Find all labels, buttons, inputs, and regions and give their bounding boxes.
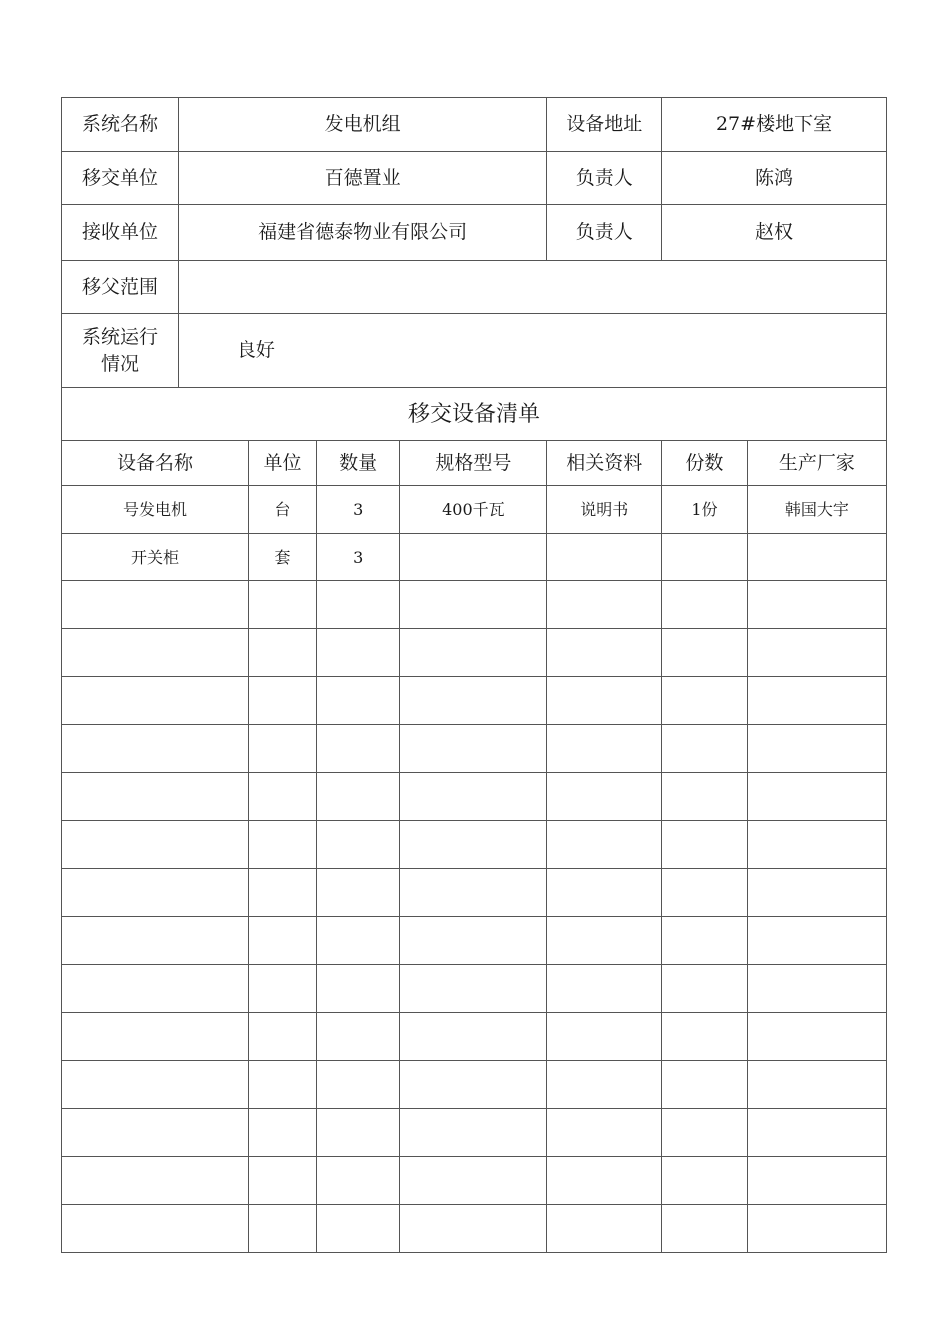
col-header-quantity: 数量 xyxy=(316,441,399,486)
empty-cell xyxy=(400,1109,547,1157)
handover-form xyxy=(61,97,887,1253)
col-header-name: 设备名称 xyxy=(62,441,249,486)
empty-cell xyxy=(747,1013,886,1061)
empty-cell xyxy=(62,581,249,629)
empty-cell xyxy=(249,1157,317,1205)
empty-cell xyxy=(62,869,249,917)
empty-cell xyxy=(662,1061,748,1109)
receive-person-label: 负责人 xyxy=(547,205,662,261)
table-row xyxy=(62,534,887,581)
empty-cell xyxy=(62,821,249,869)
empty-cell xyxy=(547,677,662,725)
empty-row xyxy=(62,1013,887,1061)
empty-cell xyxy=(316,725,399,773)
empty-cell xyxy=(249,869,317,917)
cell-documents xyxy=(547,534,662,581)
empty-cell xyxy=(747,581,886,629)
empty-cell xyxy=(547,773,662,821)
empty-cell xyxy=(547,1157,662,1205)
receive-person-value: 赵权 xyxy=(662,205,887,261)
status-label-line1: 系统运行 xyxy=(81,325,158,348)
scope-value xyxy=(178,261,886,314)
empty-cell xyxy=(316,1013,399,1061)
empty-cell xyxy=(747,917,886,965)
transfer-person-label: 负责人 xyxy=(547,152,662,205)
address-value: 27#楼地下室 xyxy=(662,98,887,152)
receive-unit-value: 福建省德泰物业有限公司 xyxy=(178,205,546,261)
empty-cell xyxy=(249,725,317,773)
empty-cell xyxy=(547,1061,662,1109)
list-title: 移交设备清单 xyxy=(62,388,887,441)
empty-row xyxy=(62,1109,887,1157)
col-header-copies: 份数 xyxy=(662,441,748,486)
status-label-line2: 情况 xyxy=(100,352,139,375)
empty-cell xyxy=(249,1013,317,1061)
col-header-unit: 单位 xyxy=(249,441,317,486)
empty-cell xyxy=(249,773,317,821)
empty-cell xyxy=(316,677,399,725)
empty-cell xyxy=(662,581,748,629)
empty-row xyxy=(62,725,887,773)
empty-cell xyxy=(747,677,886,725)
empty-cell xyxy=(62,1157,249,1205)
empty-cell xyxy=(547,1205,662,1253)
system-name-label: 系统名称 xyxy=(62,98,179,152)
cell-quantity: 3 xyxy=(316,534,399,581)
row-system-name xyxy=(62,98,887,152)
cell-model: 400千瓦 xyxy=(400,486,547,534)
empty-cell xyxy=(662,1157,748,1205)
empty-row xyxy=(62,1061,887,1109)
empty-cell xyxy=(662,1013,748,1061)
empty-cell xyxy=(316,869,399,917)
row-transfer-unit xyxy=(62,152,887,205)
list-header-row xyxy=(62,441,887,486)
col-header-model: 规格型号 xyxy=(400,441,547,486)
empty-cell xyxy=(547,965,662,1013)
empty-cell xyxy=(400,1205,547,1253)
empty-row xyxy=(62,821,887,869)
empty-cell xyxy=(62,677,249,725)
scope-label: 移父范围 xyxy=(62,261,179,314)
cell-name: 开关柜 xyxy=(62,534,249,581)
empty-cell xyxy=(547,725,662,773)
empty-cell xyxy=(400,1157,547,1205)
transfer-unit-label: 移交单位 xyxy=(62,152,179,205)
empty-cell xyxy=(662,917,748,965)
empty-cell xyxy=(747,773,886,821)
col-header-documents: 相关资料 xyxy=(547,441,662,486)
empty-cell xyxy=(62,917,249,965)
cell-copies: 1份 xyxy=(662,486,748,534)
empty-cell xyxy=(400,869,547,917)
receive-unit-label: 接收单位 xyxy=(62,205,179,261)
empty-cell xyxy=(662,1205,748,1253)
empty-row xyxy=(62,869,887,917)
empty-cell xyxy=(547,1013,662,1061)
empty-cell xyxy=(316,821,399,869)
transfer-unit-value: 百德置业 xyxy=(178,152,546,205)
address-label: 设备地址 xyxy=(547,98,662,152)
row-status xyxy=(62,314,887,388)
empty-cell xyxy=(249,1061,317,1109)
empty-cell xyxy=(662,965,748,1013)
empty-cell xyxy=(400,821,547,869)
empty-row xyxy=(62,1205,887,1253)
empty-cell xyxy=(400,965,547,1013)
cell-copies xyxy=(662,534,748,581)
empty-cell xyxy=(316,965,399,1013)
empty-cell xyxy=(547,629,662,677)
empty-cell xyxy=(662,677,748,725)
empty-cell xyxy=(316,1205,399,1253)
status-value: 良好 xyxy=(178,314,886,388)
empty-cell xyxy=(249,1109,317,1157)
cell-unit: 套 xyxy=(249,534,317,581)
empty-cell xyxy=(249,1205,317,1253)
empty-cell xyxy=(747,1109,886,1157)
cell-model xyxy=(400,534,547,581)
empty-cell xyxy=(400,629,547,677)
empty-cell xyxy=(747,725,886,773)
row-list-title xyxy=(62,388,887,441)
table-row xyxy=(62,486,887,534)
cell-manufacturer xyxy=(747,534,886,581)
empty-cell xyxy=(316,629,399,677)
status-label xyxy=(62,314,179,388)
empty-cell xyxy=(662,629,748,677)
transfer-person-value: 陈鸿 xyxy=(662,152,887,205)
empty-cell xyxy=(249,581,317,629)
empty-cell xyxy=(62,1205,249,1253)
cell-quantity: 3 xyxy=(316,486,399,534)
empty-cell xyxy=(662,773,748,821)
empty-cell xyxy=(747,869,886,917)
empty-cell xyxy=(662,821,748,869)
empty-row xyxy=(62,581,887,629)
empty-row xyxy=(62,773,887,821)
empty-row xyxy=(62,965,887,1013)
cell-unit: 台 xyxy=(249,486,317,534)
empty-cell xyxy=(400,773,547,821)
empty-cell xyxy=(316,1061,399,1109)
empty-cell xyxy=(400,677,547,725)
cell-documents: 说明书 xyxy=(547,486,662,534)
empty-cell xyxy=(249,917,317,965)
empty-cell xyxy=(662,725,748,773)
empty-cell xyxy=(747,1061,886,1109)
empty-cell xyxy=(316,1157,399,1205)
empty-cell xyxy=(547,869,662,917)
cell-name: 号发电机 xyxy=(62,486,249,534)
empty-cell xyxy=(547,581,662,629)
cell-manufacturer: 韩国大宇 xyxy=(747,486,886,534)
empty-cell xyxy=(316,581,399,629)
empty-row xyxy=(62,917,887,965)
empty-cell xyxy=(747,629,886,677)
empty-cell xyxy=(316,773,399,821)
empty-cell xyxy=(747,1205,886,1253)
empty-cell xyxy=(249,821,317,869)
empty-cell xyxy=(747,965,886,1013)
empty-cell xyxy=(747,1157,886,1205)
empty-cell xyxy=(62,1109,249,1157)
empty-cell xyxy=(547,821,662,869)
empty-cell xyxy=(547,1109,662,1157)
empty-cell xyxy=(662,1109,748,1157)
empty-cell xyxy=(400,917,547,965)
empty-row xyxy=(62,629,887,677)
empty-cell xyxy=(249,965,317,1013)
empty-cell xyxy=(400,1061,547,1109)
empty-cell xyxy=(62,1013,249,1061)
empty-cell xyxy=(400,581,547,629)
empty-cell xyxy=(662,869,748,917)
empty-row xyxy=(62,677,887,725)
empty-cell xyxy=(547,917,662,965)
empty-cell xyxy=(249,677,317,725)
empty-cell xyxy=(249,629,317,677)
empty-cell xyxy=(400,725,547,773)
empty-cell xyxy=(400,1013,547,1061)
row-scope xyxy=(62,261,887,314)
col-header-manufacturer: 生产厂家 xyxy=(747,441,886,486)
empty-cell xyxy=(62,773,249,821)
empty-cell xyxy=(62,965,249,1013)
empty-cell xyxy=(62,629,249,677)
empty-cell xyxy=(747,821,886,869)
row-receive-unit xyxy=(62,205,887,261)
empty-cell xyxy=(316,917,399,965)
system-name-value: 发电机组 xyxy=(178,98,546,152)
empty-cell xyxy=(316,1109,399,1157)
empty-cell xyxy=(62,1061,249,1109)
empty-row xyxy=(62,1157,887,1205)
empty-cell xyxy=(62,725,249,773)
